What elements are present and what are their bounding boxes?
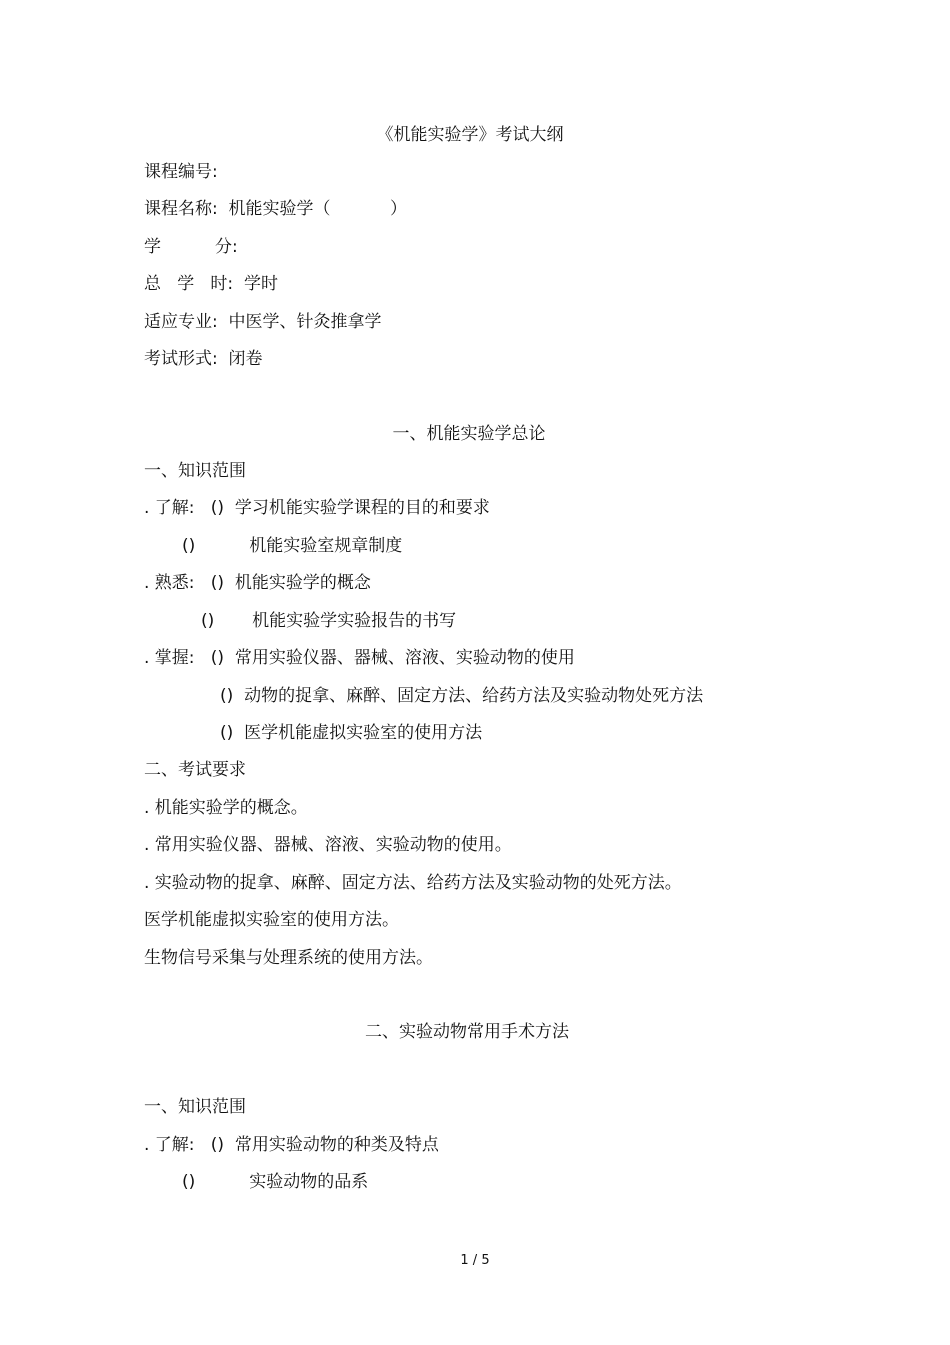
section2-understand-1: . 了解: () 常用实验动物的种类及特点 bbox=[144, 1135, 439, 1155]
section1-master-2: () 动物的捉拿、麻醉、固定方法、给药方法及实验动物处死方法 bbox=[220, 686, 704, 706]
section1-requirements-heading: 二、考试要求 bbox=[144, 760, 246, 780]
section2-scope-heading: 一、知识范围 bbox=[144, 1097, 246, 1117]
section1-familiar-2: () 机能实验学实验报告的书写 bbox=[201, 611, 457, 631]
section1-master-3: () 医学机能虚拟实验室的使用方法 bbox=[220, 723, 483, 743]
section2-understand-2: () 实验动物的品系 bbox=[182, 1172, 369, 1192]
section1-master-1: . 掌握: () 常用实验仪器、器械、溶液、实验动物的使用 bbox=[144, 648, 575, 668]
section1-heading: 一、机能实验学总论 bbox=[392, 424, 546, 444]
section1-familiar-1: . 熟悉: () 机能实验学的概念 bbox=[144, 573, 371, 593]
section1-requirement-1: . 机能实验学的概念。 bbox=[144, 798, 308, 818]
exam-form-line: 考试形式: 闭卷 bbox=[144, 349, 263, 369]
credits-line: 学 分: bbox=[144, 237, 238, 257]
majors-line: 适应专业: 中医学、针灸推拿学 bbox=[144, 312, 382, 332]
hours-line: 总 学 时: 学时 bbox=[144, 274, 278, 294]
section1-requirement-2: . 常用实验仪器、器械、溶液、实验动物的使用。 bbox=[144, 835, 512, 855]
section1-requirement-5: 生物信号采集与处理系统的使用方法。 bbox=[144, 948, 433, 968]
section1-requirement-4: 医学机能虚拟实验室的使用方法。 bbox=[144, 910, 399, 930]
section2-heading: 二、实验动物常用手术方法 bbox=[365, 1022, 569, 1042]
course-name-line: 课程名称: 机能实验学（ ） bbox=[144, 199, 407, 219]
section1-understand-1: . 了解: () 学习机能实验学课程的目的和要求 bbox=[144, 498, 490, 518]
document-title: 《机能实验学》考试大纲 bbox=[376, 125, 564, 145]
section1-scope-heading: 一、知识范围 bbox=[144, 461, 246, 481]
page-number: 1 / 5 bbox=[460, 1253, 490, 1268]
course-code-line: 课程编号: bbox=[144, 162, 218, 182]
section1-requirement-3: . 实验动物的捉拿、麻醉、固定方法、给药方法及实验动物的处死方法。 bbox=[144, 873, 682, 893]
section1-understand-2: () 机能实验室规章制度 bbox=[182, 536, 403, 556]
